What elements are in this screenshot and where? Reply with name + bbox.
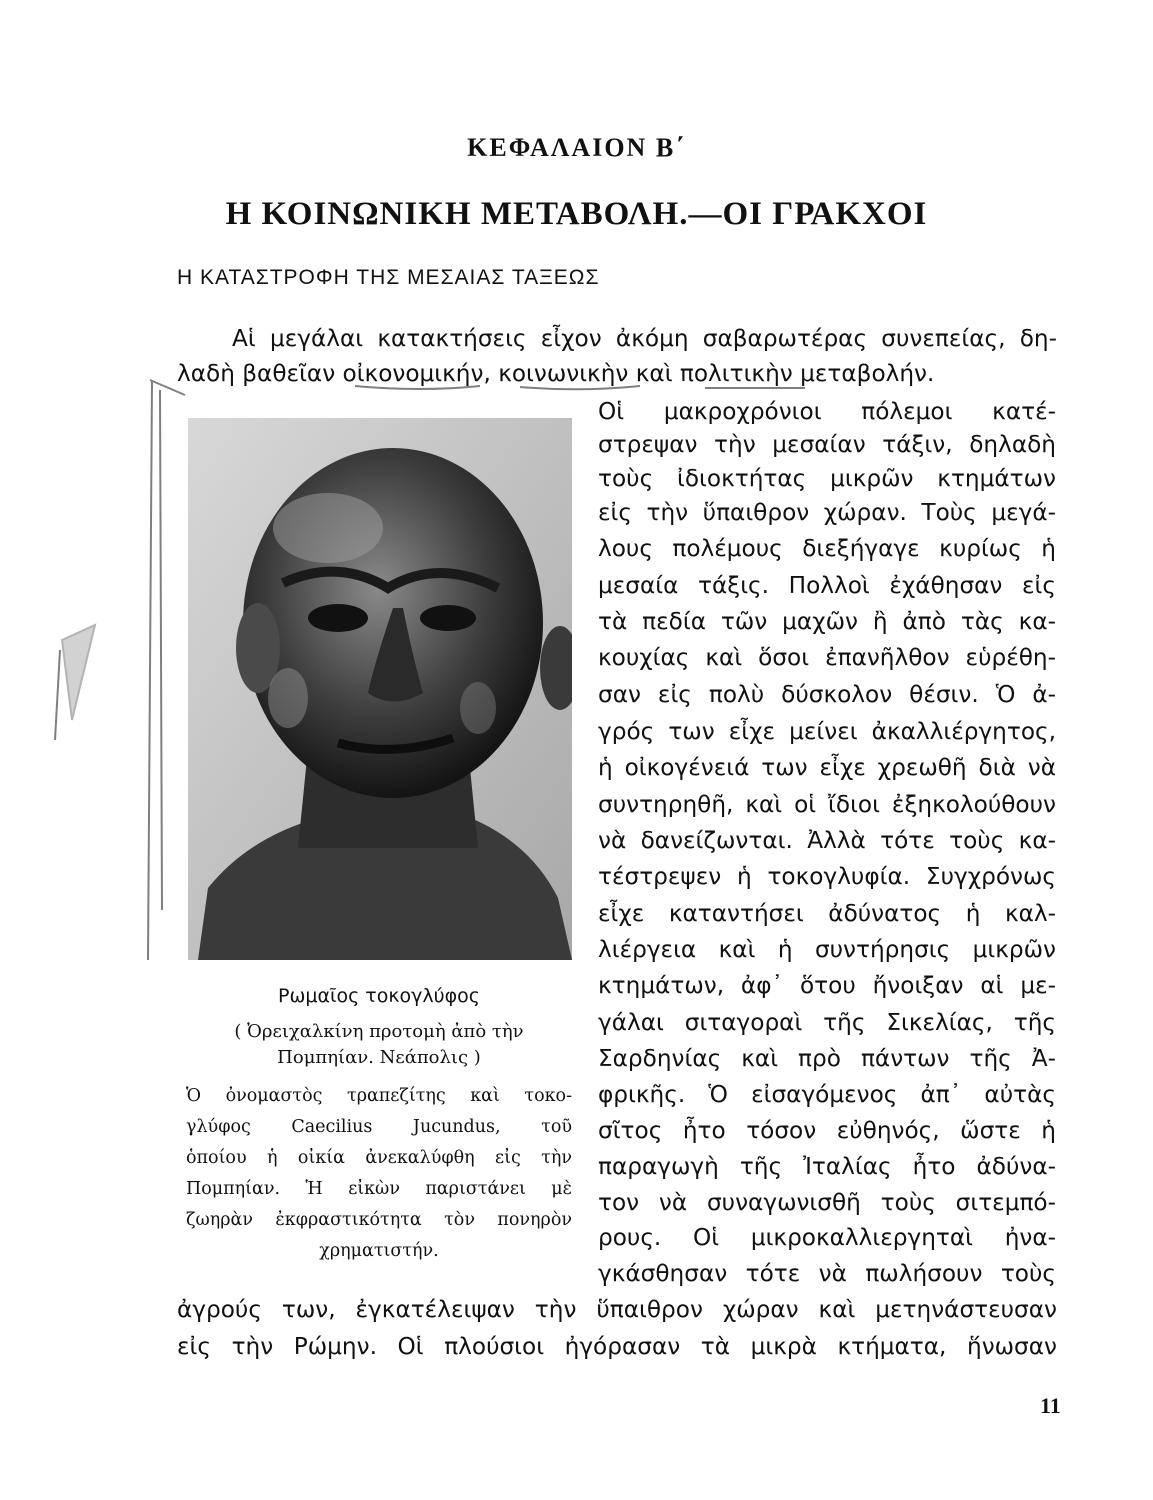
body-line: σαν εἰς πολὺ δύσκολον θέσιν. Ὁ ἀ- xyxy=(598,681,1056,708)
figure-description-line: Ὁ ὀνομαστὸς τραπεζίτης καὶ τοκο- xyxy=(186,1086,572,1106)
body-line: γκάσθησαν τότε νὰ πωλήσουν τοὺς xyxy=(598,1260,1056,1287)
page-number: 11 xyxy=(1040,1393,1061,1418)
body-line: σῖτος ἦτο τόσον εὐθηνός, ὥστε ἡ xyxy=(598,1117,1056,1144)
body-line: ἀγρούς των, ἐγκατέλειψαν τὴν ὕπαιθρον χώραν καὶ μετηνάστευσαν xyxy=(177,1296,1057,1323)
body-line: τοὺς ἰδιοκτήτας μικρῶν κτημάτων xyxy=(598,465,1056,492)
body-line: κτημάτων, ἀφ᾽ ὅτου ἤνοιξαν αἱ με- xyxy=(598,972,1056,999)
figure-description-line: χρηματιστήν. xyxy=(319,1241,439,1261)
body-line: εἶχε καταντήσει ἀδύνατος ἡ καλ- xyxy=(598,900,1056,927)
figure-description-line: γλύφος Caecilius Jucundus, τοῦ xyxy=(186,1117,572,1137)
body-line: παραγωγὴ τῆς Ἰταλίας ἦτο ἀδύνα- xyxy=(598,1153,1056,1180)
body-line: Σαρδηνίας καὶ πρὸ πάντων τῆς Ἀ- xyxy=(598,1045,1056,1072)
body-line: εἰς τὴν ὕπαιθρον χώραν. Τοὺς μεγά- xyxy=(598,499,1056,526)
body-line: εἰς τὴν Ρώμην. Οἱ πλούσιοι ἠγόρασαν τὰ μικρὰ κτήματα, ἥνωσαν xyxy=(177,1333,1057,1360)
figure-description-line: ζωηρὰν ἐκφραστικότητα τὸν πονηρὸν xyxy=(186,1210,572,1230)
figure-caption-source: ( Ὀρειχαλκίνη προτομὴ ἀπὸ τὴν xyxy=(234,1021,524,1042)
figure-caption-source: Πομπηίαν. Νεάπολις ) xyxy=(277,1047,481,1068)
body-line: τον νὰ συναγωνισθῆ τοὺς σιτεμπό- xyxy=(598,1189,1056,1216)
chapter-heading: ΚΕΦΑΛΑΙΟΝ Β΄ xyxy=(467,133,686,162)
figure-description-line: ὁποίου ἡ οἰκία ἀνεκαλύφθη εἰς τὴν xyxy=(186,1148,572,1168)
body-line: γάλαι σιταγοραὶ τῆς Σικελίας, τῆς xyxy=(598,1009,1056,1036)
body-line: λιέργεια καὶ ἡ συντήρησις μικρῶν xyxy=(598,936,1056,963)
body-line: τέστρεψεν ἡ τοκογλυφία. Συγχρόνως xyxy=(598,863,1056,890)
body-line: μεσαία τάξις. Πολλοὶ ἐχάθησαν εἰς xyxy=(598,572,1056,599)
section-heading: Η ΚΑΤΑΣΤΡΟΦΗ ΤΗΣ ΜΕΣΑΙΑΣ ΤΑΞΕΩΣ xyxy=(177,266,600,289)
intro-line: Αἱ μεγάλαι κατακτήσεις εἶχον ἀκόμη σαβαρωτέρας συνεπείας, δη- xyxy=(232,325,1057,352)
chapter-title: Η ΚΟΙΝΩΝΙΚΗ ΜΕΤΑΒΟΛΗ.—ΟΙ ΓΡΑΚΧΟΙ xyxy=(225,196,928,232)
figure-description-line: Πομπηίαν. Ἡ εἰκὼν παριστάνει μὲ xyxy=(186,1179,572,1199)
figure-caption-title: Ρωμαῖος τοκογλύφος xyxy=(278,985,480,1007)
intro-line: λαδὴ βαθεῖαν οἰκονομικήν, κοινωνικὴν καὶ πολιτικὴν μεταβολήν. xyxy=(177,360,935,387)
body-line: ρους. Οἱ μικροκαλλιεργηταὶ ἠνα- xyxy=(598,1224,1056,1251)
body-line: κουχίας καὶ ὅσοι ἐπανῆλθον εὑρέθη- xyxy=(598,644,1056,671)
bust-photograph xyxy=(188,418,572,960)
body-line: ἡ οἰκογένειά των εἶχε χρεωθῆ διὰ νὰ xyxy=(598,754,1056,781)
body-line: λους πολέμους διεξήγαγε κυρίως ἡ xyxy=(598,535,1056,562)
body-line: Οἱ μακροχρόνιοι πόλεμοι κατέ- xyxy=(598,398,1056,425)
body-line: τὰ πεδία τῶν μαχῶν ἢ ἀπὸ τὰς κα- xyxy=(598,608,1056,635)
body-line: γρός των εἶχε μείνει ἀκαλλιέργητος, xyxy=(598,718,1056,745)
body-line: συντηρηθῆ, καὶ οἱ ἴδιοι ἐξηκολούθουν xyxy=(598,791,1056,818)
body-line: στρεψαν τὴν μεσαίαν τάξιν, δηλαδὴ xyxy=(598,431,1056,458)
body-line: νὰ δανείζωνται. Ἀλλὰ τότε τοὺς κα- xyxy=(598,827,1056,854)
body-line: φρικῆς. Ὁ εἰσαγόμενος ἀπ᾽ αὐτὰς xyxy=(598,1081,1056,1108)
